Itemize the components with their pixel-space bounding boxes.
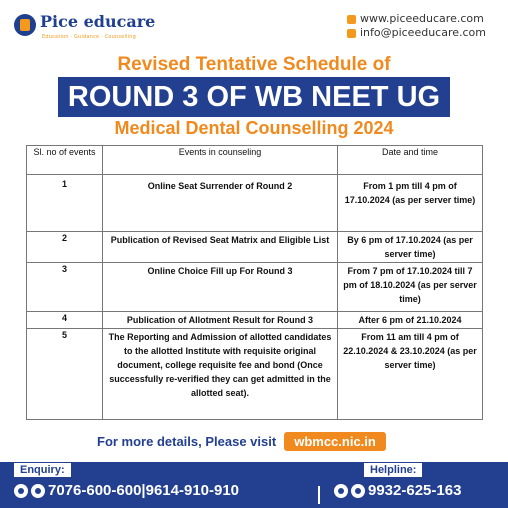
cell-event: The Reporting and Admission of allotted candidates to the allotted Institute with requisite original document, college requisite fee and bond (Once successfully re-verified they can get admitted in the allotted seat). — [103, 329, 338, 420]
schedule-table — [26, 145, 483, 420]
title-line-3: Medical Dental Counselling 2024 — [114, 118, 394, 138]
cell-date: After 6 pm of 21.10.2024 — [338, 312, 483, 329]
enquiry-label: Enquiry: — [14, 463, 71, 477]
header-sl-no: Sl. no of events — [27, 146, 103, 175]
cell-event: Online Seat Surrender of Round 2 — [103, 175, 338, 232]
whatsapp-icon — [351, 484, 365, 498]
cell-no: 5 — [27, 329, 103, 420]
header-date: Date and time — [338, 146, 483, 175]
cell-no: 1 — [27, 175, 103, 232]
mail-icon — [347, 29, 356, 38]
logo-icon — [14, 14, 36, 36]
email-text: info@piceeducare.com — [359, 26, 486, 39]
whatsapp-icon — [31, 484, 45, 498]
cell-date: From 11 am till 4 pm of 22.10.2024 & 23.10.2024 (as per server time) — [338, 329, 483, 420]
cell-event: Publication of Revised Seat Matrix and Eligible List — [103, 232, 338, 263]
cell-event: Publication of Allotment Result for Round 3 — [103, 312, 338, 329]
cell-event: Online Choice Fill up For Round 3 — [103, 263, 338, 312]
helpline-phone-text[interactable]: 9932-625-163 — [368, 482, 462, 499]
email-row — [347, 26, 486, 40]
more-details-text: For more details, Please visit — [97, 434, 277, 449]
cell-date: From 1 pm till 4 pm of 17.10.2024 (as per server time) — [338, 175, 483, 232]
website-link[interactable]: wbmcc.nic.in — [284, 432, 386, 451]
title-line-1: Revised Tentative Schedule of — [117, 54, 391, 75]
phone-icon — [14, 484, 28, 498]
divider — [318, 486, 320, 504]
brand-tagline: Education · Guidance · Counselling — [42, 34, 136, 40]
table-header-row — [27, 146, 483, 175]
more-details — [97, 432, 386, 451]
brand-name: Pice educare — [40, 12, 156, 31]
website-row — [347, 12, 486, 26]
cell-no: 4 — [27, 312, 103, 329]
phone-icon — [334, 484, 348, 498]
contact-bar — [0, 462, 508, 508]
enquiry-phones-text[interactable]: 7076-600-600|9614-910-910 — [48, 482, 240, 499]
brand-logo — [14, 12, 156, 48]
cell-date: By 6 pm of 17.10.2024 (as per server time) — [338, 232, 483, 263]
table-row — [27, 312, 483, 329]
header-events: Events in counseling — [103, 146, 338, 175]
table-row — [27, 263, 483, 312]
table-row — [27, 232, 483, 263]
enquiry-phones — [14, 482, 239, 499]
table-row — [27, 329, 483, 420]
cell-date: From 7 pm of 17.10.2024 till 7 pm of 18.10.2024 (as per server time) — [338, 263, 483, 312]
cell-no: 3 — [27, 263, 103, 312]
table-row — [27, 175, 483, 232]
website-text: www.piceeducare.com — [359, 12, 484, 25]
globe-icon — [347, 15, 356, 24]
helpline-phone — [334, 482, 461, 499]
contact-block — [347, 12, 486, 40]
title-line-2: ROUND 3 OF WB NEET UG — [58, 77, 450, 117]
helpline-label: Helpline: — [364, 463, 422, 477]
cell-no: 2 — [27, 232, 103, 263]
